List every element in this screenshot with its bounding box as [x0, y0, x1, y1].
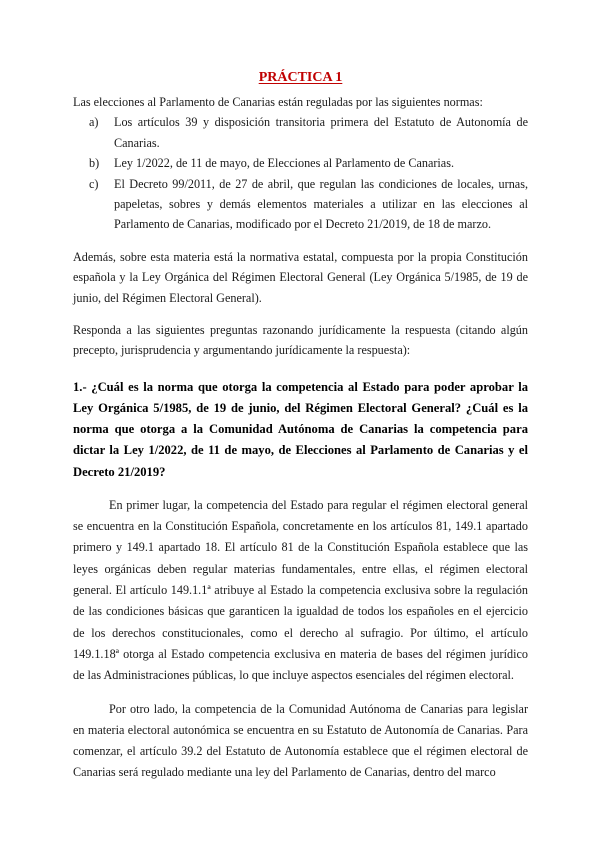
state-regulation-paragraph: Además, sobre esta materia está la normativa estatal, compuesta por la propia Constitución española y la Ley Orgánica del Régimen Electoral General (Ley Orgánica 5/1985, de 19 de junio, del Régimen Electoral General). — [73, 249, 528, 305]
norms-list — [73, 112, 528, 234]
list-item — [89, 174, 528, 235]
list-item — [89, 112, 528, 153]
list-item — [89, 153, 528, 173]
list-item-text: El Decreto 99/2011, de 27 de abril, que regulan las condiciones de locales, urnas, papeletas, sobres y demás elementos materiales a utilizar en las elecciones al Parlamento de Canarias, modificado por el Decreto 21/2019, de 18 de marzo. — [114, 176, 528, 232]
answer-paragraph-1: En primer lugar, la competencia del Estado para regular el régimen electoral general se encuentra en la Constitución Española, concretamente en los artículos 81, 149.1 apartado primero y 149.1 apartado 18. El artículo 81 de la Constitución Española establece que las leyes orgánicas deben regular materias fundamentales, entre ellas, el régimen electoral general. El artículo 149.1.1ª atribuye al Estado la competencia exclusiva sobre la regulación de las condiciones básicas que garanticen la igualdad de todos los españoles en el ejercicio de los derechos constitucionales, como el derecho al sufragio. Por último, el artículo 149.1.18ª otorga al Estado competencia exclusiva en materia de bases del régimen jurídico de las Administraciones públicas, lo que incluye aspectos esenciales del régimen electoral. — [73, 497, 528, 683]
document-title-text: PRÁCTICA 1 — [258, 70, 343, 85]
question-1: 1.- ¿Cuál es la norma que otorga la competencia al Estado para poder aprobar la Ley Orgánica 5/1985, de 19 de junio, del Régimen Electoral General? ¿Cuál es la norma que otorga a la Comunidad Autónoma de Canarias la competencia para dictar la Ley 1/2022, de 11 de mayo, de Elecciones al Parlamento de Canarias y el Decreto 21/2019? — [73, 379, 528, 479]
list-marker: b) — [89, 156, 100, 171]
list-marker: c) — [89, 176, 99, 191]
document-title — [73, 68, 528, 88]
instructions-paragraph: Responda a las siguientes preguntas razonando jurídicamente la respuesta (citando algún precepto, jurisprudencia y argumentando jurídicamente la respuesta): — [73, 323, 528, 358]
answer-paragraph-2: Por otro lado, la competencia de la Comunidad Autónoma de Canarias para legislar en materia electoral autonómica se encuentra en su Estatuto de Autonomía de Canarias. Para comenzar, el artículo 39.2 del Estatuto de Autonomía establece que el régimen electoral de Canarias será regulado mediante una ley del Parlamento de Canarias, dentro del marco — [73, 701, 528, 780]
list-marker: a) — [89, 115, 99, 130]
list-item-text: Los artículos 39 y disposición transitoria primera del Estatuto de Autonomía de Canarias. — [114, 115, 528, 150]
list-item-text: Ley 1/2022, de 11 de mayo, de Elecciones al Parlamento de Canarias. — [114, 156, 455, 171]
intro-paragraph: Las elecciones al Parlamento de Canarias están reguladas por las siguientes normas: — [73, 95, 483, 109]
